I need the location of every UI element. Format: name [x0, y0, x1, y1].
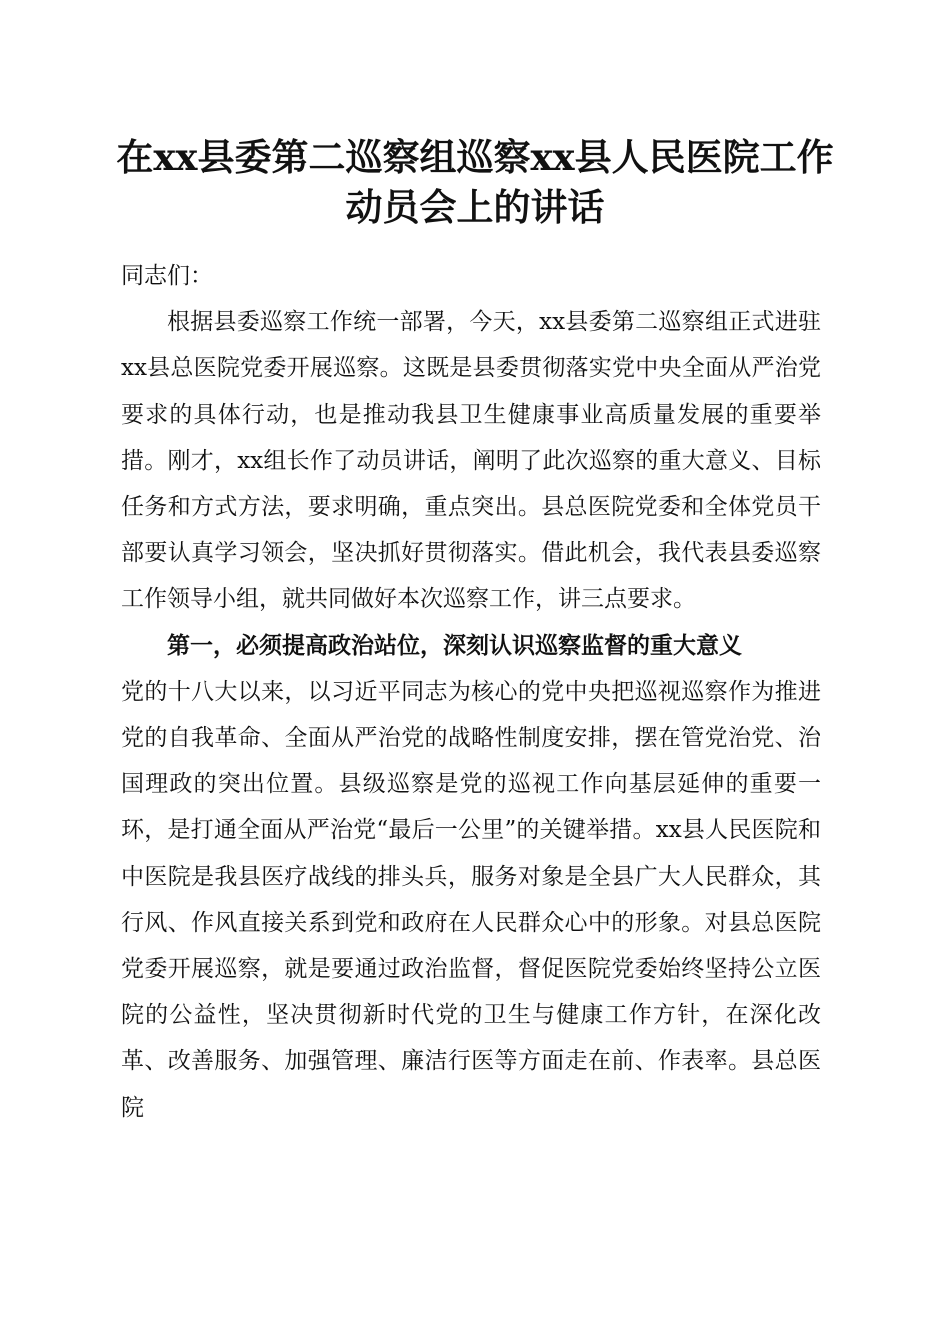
paragraph-intro: 根据县委巡察工作统一部署，今天，xx县委第二巡察组正式进驻xx县总医院党委开展巡察。这既是县委贯彻落实党中央全面从严治党要求的具体行动，也是推动我县卫生健康事业高质量发展的重要举措。刚才，xx组长作了动员讲话，阐明了此次巡察的重大意义、目标任务和方式方法，要求明确，重点突出。县总医院党委和全体党员干部要认真学习领会，坚决抓好贯彻落实。借此机会，我代表县委巡察工作领导小组，就共同做好本次巡察工作，讲三点要求。	[121, 309, 821, 613]
paragraph-section-1: 党的十八大以来，以习近平同志为核心的党中央把巡视巡察作为推进党的自我革命、全面从严治党的战略性制度安排，摆在管党治党、治国理政的突出位置。县级巡察是党的巡视工作向基层延伸的重要一环，是打通全面从严治党“最后一公里”的关键举措。xx县人民医院和中医院是我县医疗战线的排头兵，服务对象是全县广大人民群众，其行风、作风直接关系到党和政府在人民群众心中的形象。对县总医院党委开展巡察，就是要通过政治监督，督促医院党委始终坚持公立医院的公益性，坚决贯彻新时代党的卫生与健康工作方针，在深化改革、改善服务、加强管理、廉洁行医等方面走在前、作表率。县总医院	[121, 678, 821, 1121]
salutation: 同志们：	[121, 263, 213, 289]
section-heading-1: 第一，必须提高政治站位，深刻认识巡察监督的重大意义	[167, 631, 742, 659]
title-line-1: 在xx县委第二巡察组巡察xx县人民医院工作	[116, 135, 834, 179]
document-title	[100, 132, 850, 232]
title-line-2: 动员会上的讲话	[345, 185, 605, 229]
document-body	[121, 253, 821, 1131]
